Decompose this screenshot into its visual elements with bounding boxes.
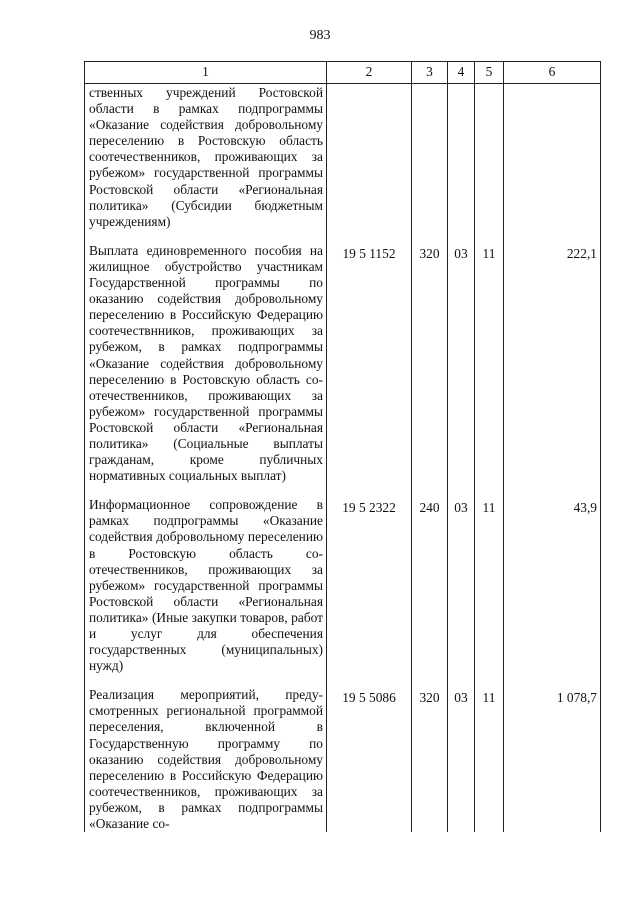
row-col3: 320 [412, 686, 448, 832]
row-col4 [448, 84, 475, 230]
row-description: Реализация мероприятий, предусмотренных региональной программой переселения, включенной в Государственную программу по оказанию содействия добровольному переселению в Российскую Федерацию соотечественников, проживающих за рубежом, в рамках подпрограммы «Оказание со- [85, 686, 327, 832]
row-col3: 240 [412, 496, 448, 674]
table-row [85, 84, 601, 230]
row-spacer [85, 484, 601, 496]
row-code: 19 5 2322 [327, 496, 412, 674]
budget-table [84, 61, 601, 832]
table-row [85, 686, 601, 832]
column-header-6: 6 [504, 62, 601, 84]
table-row [85, 242, 601, 484]
row-col4: 03 [448, 686, 475, 832]
column-header-5: 5 [475, 62, 504, 84]
row-amount [504, 84, 601, 230]
row-spacer [85, 674, 601, 686]
row-amount: 1 078,7 [504, 686, 601, 832]
row-col5: 11 [475, 686, 504, 832]
row-spacer [85, 230, 601, 242]
column-header-3: 3 [412, 62, 448, 84]
row-description: Информационное сопровождение в рамках подпрограммы «Оказание содействия добровольному переселению в Ростовскую область соотечественников, проживающих за рубежом» государственной программы Ростовской области «Региональная политика» (Иные закупки товаров, работ и услуг для обеспечения государственных (муниципальных) нужд) [85, 496, 327, 674]
row-col5: 11 [475, 496, 504, 674]
row-col4: 03 [448, 242, 475, 484]
row-col3 [412, 84, 448, 230]
row-col5: 11 [475, 242, 504, 484]
row-code: 19 5 1152 [327, 242, 412, 484]
row-col5 [475, 84, 504, 230]
row-code [327, 84, 412, 230]
row-description: ственных учреждений Ростовской области в рамках подпрограммы «Оказание содействия добровольному переселению в Ростовскую область соотечественников, проживающих за рубежом» государственной программы Ростовской области «Региональная политика» (Субсидии бюджетным учреждениям) [85, 84, 327, 230]
row-amount: 222,1 [504, 242, 601, 484]
row-description: Выплата единовременного пособия на жилищное обустройство участникам Государственной программы по оказанию содействия добровольному переселению в Российскую Федерацию соотечествнников, проживающих за рубежом, в рамках подпрограммы «Оказание содействия добровольному переселению в Ростовскую область соотечественников, проживающих за рубежом» государственной программы Ростовской области «Региональная политика» (Социальные выплаты гражданам, кроме публичных нормативных социальных выплат) [85, 242, 327, 484]
table-row [85, 496, 601, 674]
column-header-2: 2 [327, 62, 412, 84]
row-col3: 320 [412, 242, 448, 484]
row-code: 19 5 5086 [327, 686, 412, 832]
column-header-4: 4 [448, 62, 475, 84]
row-col4: 03 [448, 496, 475, 674]
row-amount: 43,9 [504, 496, 601, 674]
page-number: 983 [309, 28, 331, 43]
table-header-row [85, 62, 601, 84]
column-header-1: 1 [85, 62, 327, 84]
